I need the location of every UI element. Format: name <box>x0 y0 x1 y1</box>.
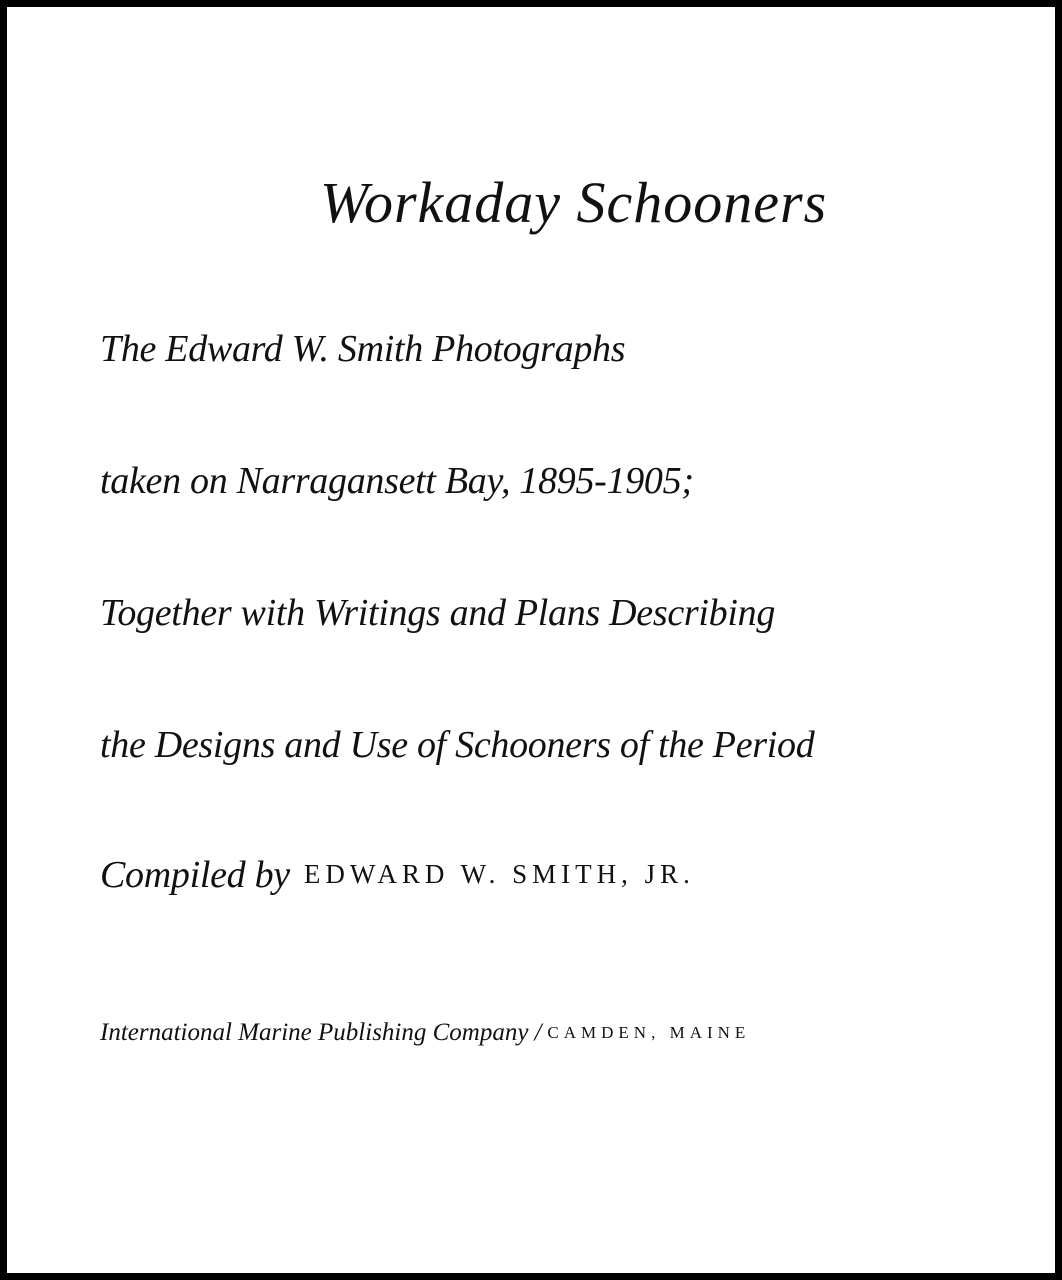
book-title: Workaday Schooners <box>320 170 828 235</box>
compiled-by-label: Compiled by <box>100 854 290 896</box>
publisher-imprint <box>100 1019 750 1047</box>
subtitle-line-1: The Edward W. Smith Photographs <box>100 328 626 370</box>
publisher-separator: / <box>534 1019 542 1046</box>
subtitle-line-2: taken on Narragansett Bay, 1895-1905; <box>100 460 694 502</box>
subtitle-line-4: the Designs and Use of Schooners of the Period <box>100 724 815 766</box>
compiler-name: EDWARD W. SMITH, JR. <box>303 859 695 889</box>
publisher-name: International Marine Publishing Company <box>100 1019 529 1046</box>
compiler-credit <box>100 853 695 897</box>
subtitle-line-3: Together with Writings and Plans Describing <box>100 592 776 634</box>
publisher-location: CAMDEN, MAINE <box>547 1023 751 1042</box>
